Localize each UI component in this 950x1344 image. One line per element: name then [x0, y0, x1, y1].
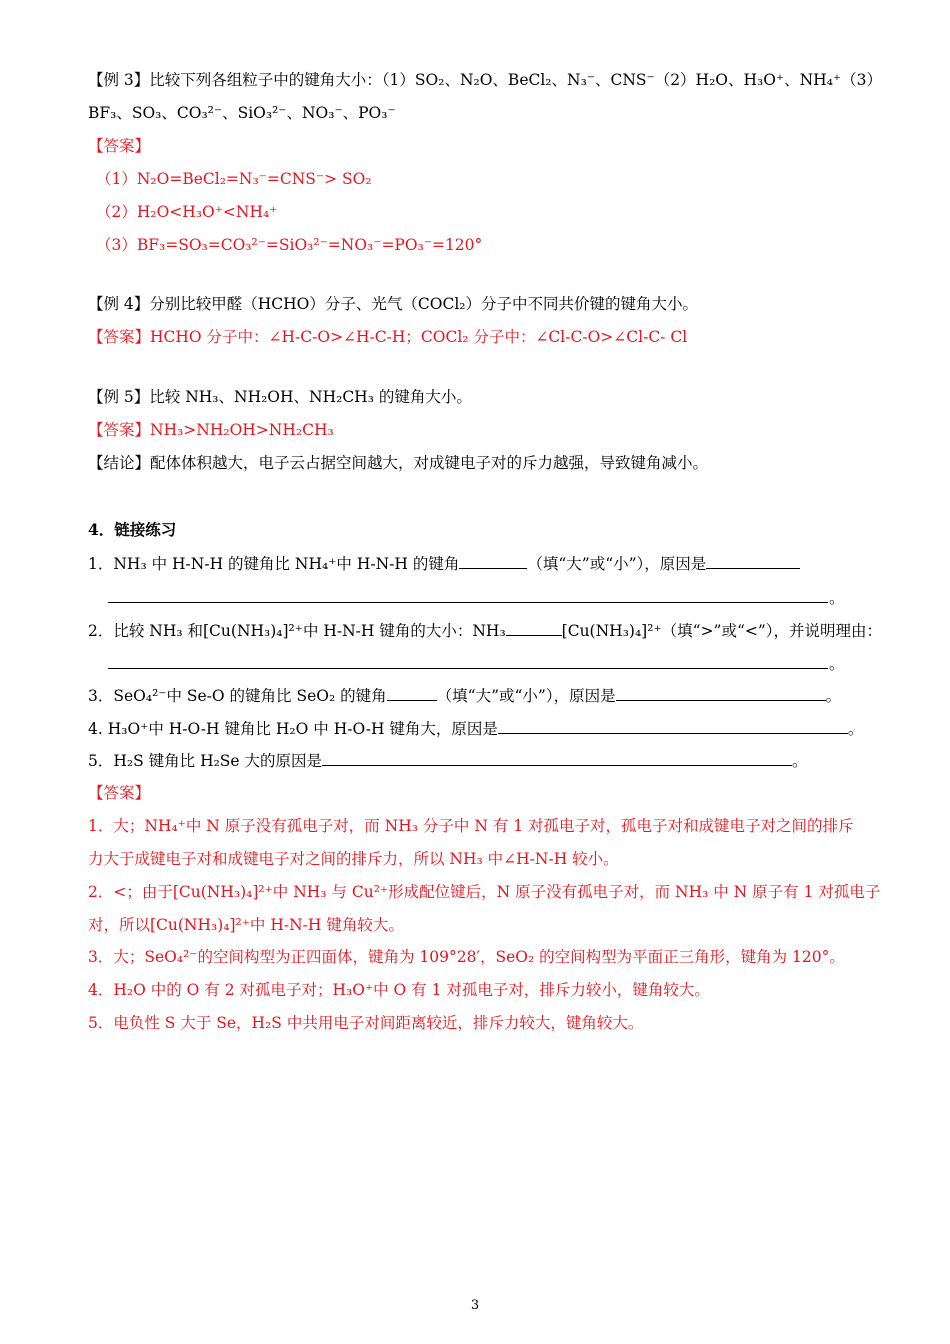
practice-question-2 — [88, 620, 882, 641]
answer-5: 5．电负性 S 大于 Se，H₂S 中共用电子对间距离较近，排斥力较大，键角较大。 — [88, 1014, 644, 1032]
practice-q2-text-a: 2．比较 NH₃ 和[Cu(NH₃)₄]²⁺中 H-N-H 键角的大小：NH₃ — [88, 622, 506, 640]
practice-q5-end: 。 — [792, 752, 808, 770]
practice-q2-end: 。 — [829, 655, 845, 673]
practice-q2-answer-line[interactable] — [108, 668, 828, 669]
practice-question-3 — [88, 685, 841, 706]
practice-q4-end: 。 — [847, 720, 864, 738]
example3-answer-3: （3）BF₃=SO₃=CO₃²⁻=SiO₃²⁻=NO₃⁻=PO₃⁻=120° — [96, 236, 483, 254]
example3-answer-label: 【答案】 — [88, 137, 151, 155]
answer-3: 3．大；SeO₄²⁻的空间构型为正四面体，键角为 109°28′，SeO₂ 的空间构型为平面正三角形，键角为 120°。 — [88, 948, 845, 966]
practice-q1-end: 。 — [829, 589, 845, 607]
example3-question-line1: 【例 3】比较下列各组粒子中的键角大小：（1）SO₂、N₂O、BeCl₂、N₃⁻、CNS⁻（2）H₂O、H₃O⁺、NH₄⁺（3） — [88, 71, 882, 89]
practice-q3-blank-1[interactable] — [387, 685, 437, 701]
example4-question: 【例 4】分别比较甲醛（HCHO）分子、光气（COCl₂）分子中不同共价键的键角大小。 — [88, 295, 698, 313]
practice-q5-blank-1[interactable] — [322, 750, 792, 766]
practice-q1-blank-1[interactable] — [459, 553, 527, 569]
answer-2-line1: 2．<；由于[Cu(NH₃)₄]²⁺中 NH₃ 与 Cu²⁺形成配位键后，N 原子没有孤电子对，而 NH₃ 中 N 原子有 1 对孤电子 — [88, 883, 881, 901]
answer-2-line2: 对，所以[Cu(NH₃)₄]²⁺中 H-N-H 键角较大。 — [88, 916, 404, 934]
practice-q3-blank-2[interactable] — [616, 685, 826, 701]
practice-q3-text-a: 3．SeO₄²⁻中 Se-O 的键角比 SeO₂ 的键角 — [88, 687, 387, 705]
example5-answer: 【答案】NH₃>NH₂OH>NH₂CH₃ — [88, 421, 334, 439]
example4-answer: 【答案】HCHO 分子中：∠H-C-O>∠H-C-H；COCl₂ 分子中：∠Cl-C-O>∠Cl-C- Cl — [88, 328, 688, 346]
example3-answer-2: （2）H₂O<H₃O⁺<NH₄⁺ — [96, 203, 278, 221]
page-number: 3 — [470, 1298, 480, 1313]
answers-label: 【答案】 — [88, 784, 151, 802]
answer-1-line2: 力大于成键电子对和成键电子对之间的排斥力，所以 NH₃ 中∠H-N-H 较小。 — [88, 850, 619, 868]
practice-q3-end: 。 — [825, 687, 842, 705]
practice-question-5 — [88, 750, 808, 771]
practice-q2-text-b: [Cu(NH₃)₄]²⁺（填“>”或“<”），并说明理由： — [561, 622, 883, 640]
answer-4: 4．H₂O 中的 O 有 2 对孤电子对；H₃O⁺中 O 有 1 对孤电子对，排斥力较小，键角较大。 — [88, 981, 710, 999]
example5-conclusion: 【结论】配体体积越大，电子云占据空间越大，对成键电子对的斥力越强，导致键角减小。 — [88, 454, 709, 472]
practice-q1-text-a: 1．NH₃ 中 H-N-H 的键角比 NH₄⁺中 H-N-H 的键角 — [88, 555, 460, 573]
practice-q2-blank-1[interactable] — [506, 620, 562, 636]
practice-question-1 — [88, 553, 800, 574]
practice-q4-blank-1[interactable] — [498, 718, 848, 734]
section-title: 4．链接练习 — [88, 520, 177, 539]
practice-q3-text-b: （填“大”或“小”），原因是 — [436, 687, 616, 705]
practice-q1-blank-2[interactable] — [706, 553, 800, 569]
practice-q1-text-b: （填“大”或“小”），原因是 — [527, 555, 707, 573]
example5-question: 【例 5】比较 NH₃、NH₂OH、NH₂CH₃ 的键角大小。 — [88, 388, 472, 406]
example3-answer-1: （1）N₂O=BeCl₂=N₃⁻=CNS⁻> SO₂ — [96, 170, 372, 188]
practice-question-4 — [88, 718, 863, 739]
example3-question-line2: BF₃、SO₃、CO₃²⁻、SiO₃²⁻、NO₃⁻、PO₃⁻ — [88, 104, 396, 122]
practice-q4-text-a: 4. H₃O⁺中 H-O-H 键角比 H₂O 中 H-O-H 键角大，原因是 — [88, 720, 498, 738]
answer-1-line1: 1．大；NH₄⁺中 N 原子没有孤电子对，而 NH₃ 分子中 N 有 1 对孤电子对，孤电子对和成键电子对之间的排斥 — [88, 817, 854, 835]
practice-q5-text-a: 5．H₂S 键角比 H₂Se 大的原因是 — [88, 752, 323, 770]
practice-q1-answer-line[interactable] — [108, 602, 828, 603]
